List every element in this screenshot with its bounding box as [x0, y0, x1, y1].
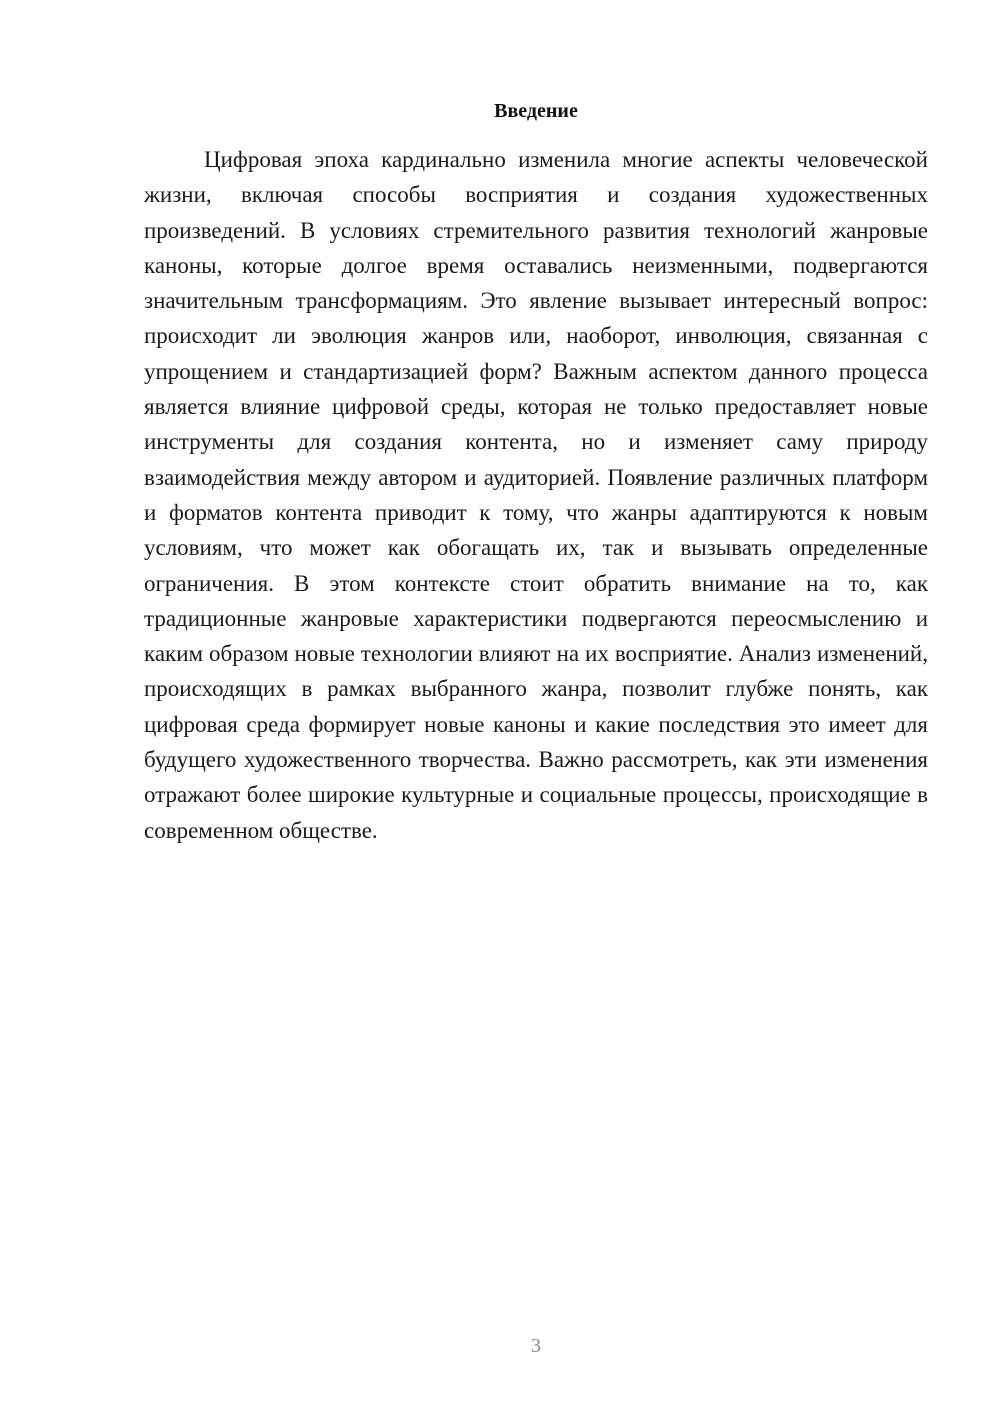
body-paragraph: Цифровая эпоха кардинально изменила многие аспекты человеческой жизни, включая способы восприятия и создания художественных произведений. В условиях стремительного развития технологий жанровые каноны, которые долгое время оставались неизменными, подвергаются значительным трансформациям. Это явление вызывает интересный вопрос: происходит ли эволюция жанров или, наоборот, инволюция, связанная с упрощением и стандартизацией форм? Важным аспектом данного процесса является влияние цифровой среды, которая не только предоставляет новые инструменты для создания контента, но и изменяет саму природу взаимодействия между автором и аудиторией. Появление различных платформ и форматов контента приводит к тому, что жанры адаптируются к новым условиям, что может как обогащать их, так и вызывать определенные ограничения. В этом контексте стоит обратить внимание на то, как традиционные жанровые характеристики подвергаются переосмыслению и каким образом новые технологии влияют на их восприятие. Анализ изменений, происходящих в рамках выбранного жанра, позволит глубже понять, как цифровая среда формирует новые каноны и какие последствия это имеет для будущего художественного творчества. Важно рассмотреть, как эти изменения отражают более широкие культурные и социальные процессы, происходящие в современном обществе.: [144, 147, 928, 843]
page-number: 3: [531, 1335, 541, 1357]
section-heading: Введение: [494, 100, 578, 122]
